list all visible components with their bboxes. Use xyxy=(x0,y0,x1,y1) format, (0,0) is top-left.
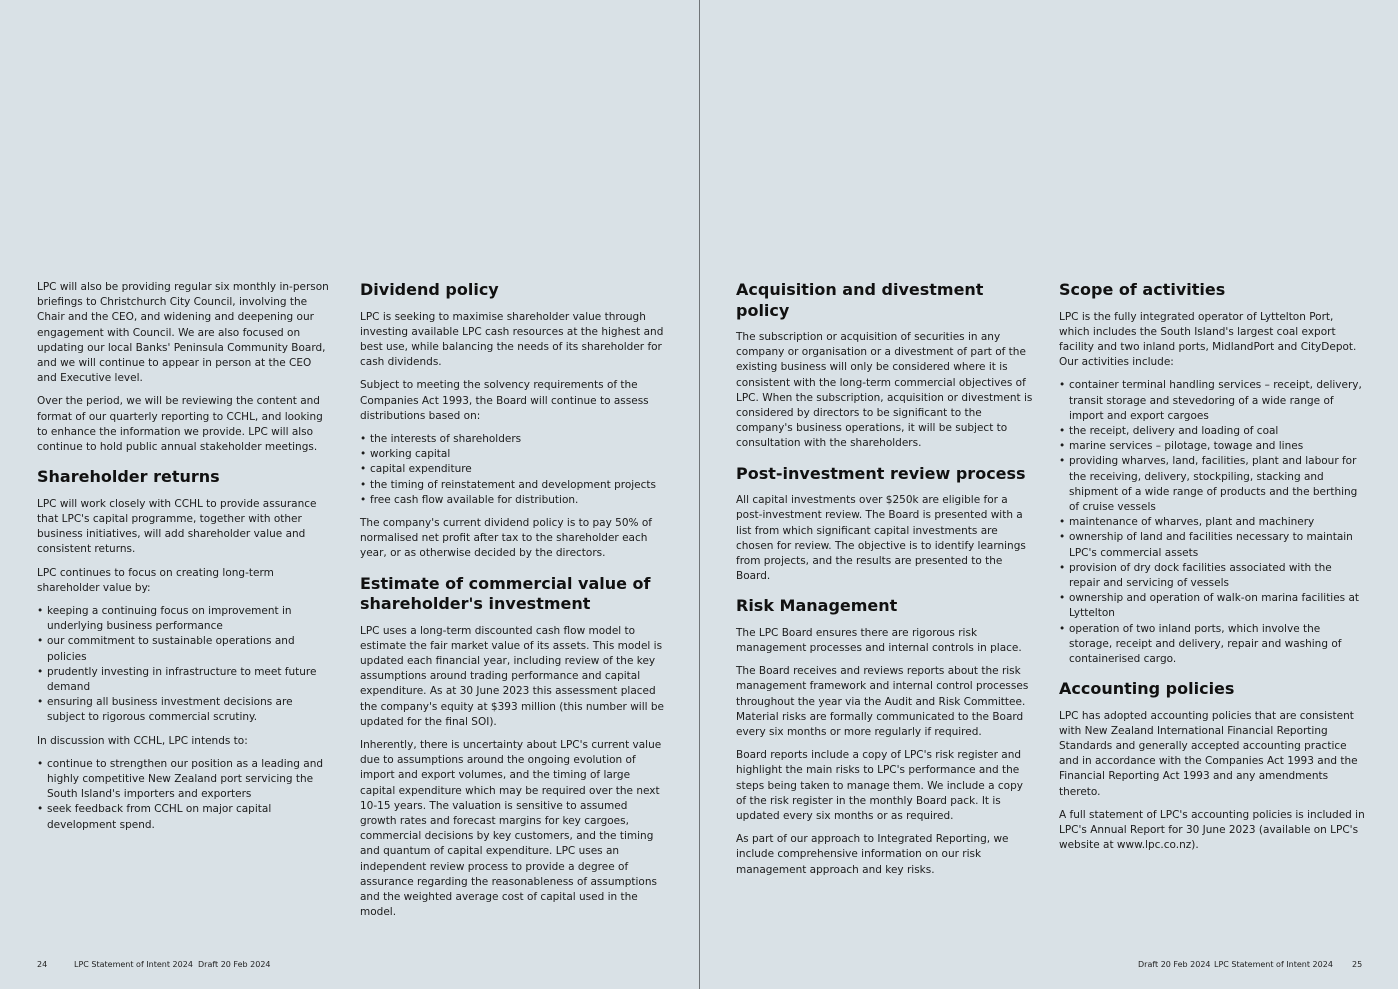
list-item: • working capital xyxy=(370,447,664,462)
list-item: • seek feedback from CCHL on major capital development spend. xyxy=(47,802,329,832)
list-item: • ownership of land and facilities necessary to maintain LPC's commercial assets xyxy=(1069,530,1365,560)
list-item: • operation of two inland ports, which involve the storage, receipt and delivery, repair and washing of containerised cargo. xyxy=(1069,622,1365,668)
list-item: • the timing of reinstatement and development projects xyxy=(370,478,664,493)
risk-management-heading: Risk Management xyxy=(736,596,898,616)
risk-paragraph: As part of our approach to Integrated Reporting, we include comprehensive information on our risk management approach and key risks. xyxy=(736,833,1009,876)
risk-paragraph: Board reports include a copy of LPC's risk register and highlight the main risks to LPC's performance and the steps being taken to manage them. We include a copy of the risk register in the monthly Board pack. It is updated every six months or as required. xyxy=(736,749,1023,823)
accounting-paragraph: A full statement of LPC's accounting policies is included in LPC's Annual Report for 30 June 2023 (available on LPC's website at www.lpc.co.nz). xyxy=(1059,808,1365,852)
commercial-value-heading: Estimate of commercial value of shareholder's investment xyxy=(360,573,651,614)
list-item: • maintenance of wharves, plant and machinery xyxy=(1069,515,1365,530)
footer-draft-label: Draft 20 Feb 2024 xyxy=(1138,960,1211,969)
list-item: • providing wharves, land, facilities, plant and labour for the receiving, delivery, stockpiling, stacking and shipment of a wide range of products and the berthing of cruise vessels xyxy=(1069,454,1365,515)
acquisition-policy-heading: Acquisition and divestment policy xyxy=(736,280,984,320)
dividend-paragraph: Subject to meeting the solvency requirements of the Companies Act 1993, the Board will continue to assess distributions based on: xyxy=(360,379,649,422)
footer-title: LPC Statement of Intent 2024 xyxy=(1214,960,1333,969)
lpc-intentions-list xyxy=(37,757,329,833)
shareholder-value-list xyxy=(37,604,329,726)
risk-paragraph: The Board receives and reviews reports about the risk management framework and internal control processes throughout the year via the Audit and Risk Committee. Material risks are formally communicated to the Board every six months or more regularly if required. xyxy=(736,665,1029,739)
distribution-criteria-list xyxy=(360,432,664,508)
dividend-paragraph: The company's current dividend policy is to pay 50% of normalised net profit after tax to the shareholder each year, or as otherwise decided by the directors. xyxy=(360,516,652,560)
list-item: • continue to strengthen our position as a leading and highly competitive New Zealand port servicing the South Island's importers and exporters xyxy=(47,757,329,803)
list-item: • prudently investing in infrastructure to meet future demand xyxy=(47,665,329,695)
list-item: • the interests of shareholders xyxy=(370,432,664,447)
list-item: • free cash flow available for distribution. xyxy=(370,493,664,508)
footer-title: LPC Statement of Intent 2024 xyxy=(74,960,193,969)
intro-paragraph: Over the period, we will be reviewing the content and format of our quarterly reporting to CCHL, and looking to enhance the information we provide. LPC will also continue to hold public annual stakeholder meetings. xyxy=(37,395,323,454)
scope-paragraph: LPC is the fully integrated operator of Lyttelton Port, which includes the South Island's largest coal export facility and two inland ports, MidlandPort and CityDepot. Our activities include: xyxy=(1059,310,1357,369)
dividend-policy-heading: Dividend policy xyxy=(360,280,499,299)
acquisition-paragraph: The subscription or acquisition of securities in any company or organisation or a divestment of part of the existing business will only be considered where it is consistent with the long-term commercial objectives of LPC. When the subscription, acquisition or divestment is considered by directors to be significant to the company's business operations, it will be subject to consultation with the shareholders. xyxy=(736,331,1033,450)
list-item: • marine services – pilotage, towage and lines xyxy=(1069,439,1365,454)
page-number: 24 xyxy=(37,960,48,969)
right-column-2 xyxy=(1059,280,1365,862)
left-column-2 xyxy=(360,280,664,928)
shareholder-returns-paragraph: LPC continues to focus on creating long-term shareholder value by: xyxy=(37,566,274,594)
list-item: • capital expenditure xyxy=(370,462,664,477)
dividend-paragraph: LPC is seeking to maximise shareholder value through investing available LPC cash resources at the highest and best use, while balancing the needs of its shareholder for cash dividends. xyxy=(360,310,664,369)
list-item: • our commitment to sustainable operations and policies xyxy=(47,634,329,664)
list-item: • provision of dry dock facilities associated with the repair and servicing of vessels xyxy=(1069,561,1365,591)
list-item: • the receipt, delivery and loading of coal xyxy=(1069,424,1365,439)
list-item: • ownership and operation of walk-on marina facilities at Lyttelton xyxy=(1069,591,1365,621)
list-item: • keeping a continuing focus on improvement in underlying business performance xyxy=(47,604,329,634)
post-investment-paragraph: All capital investments over $250k are eligible for a post-investment review. The Board is presented with a list from which significant capital investments are chosen for review. The objective is to identify learnings from projects, and the results are presented to the Board. xyxy=(736,494,1026,583)
shareholder-returns-paragraph: In discussion with CCHL, LPC intends to: xyxy=(37,734,248,747)
activities-list xyxy=(1059,378,1365,667)
page-gutter-divider xyxy=(699,0,700,989)
risk-paragraph: The LPC Board ensures there are rigorous risk management processes and internal controls in place. xyxy=(736,626,1022,655)
left-column-1 xyxy=(37,280,329,841)
accounting-paragraph: LPC has adopted accounting policies that are consistent with New Zealand International Financial Reporting Standards and generally accepted accounting practice and in accordance with the Companies Act 1993 and the Financial Reporting Act 1993 and any amendments thereto. xyxy=(1059,709,1358,798)
accounting-policies-heading: Accounting policies xyxy=(1059,679,1235,699)
list-item: • ensuring all business investment decisions are subject to rigorous commercial scrutiny. xyxy=(47,695,329,725)
right-column-1 xyxy=(736,280,1034,886)
shareholder-returns-heading: Shareholder returns xyxy=(37,467,220,487)
scope-of-activities-heading: Scope of activities xyxy=(1059,280,1226,299)
post-investment-heading: Post-investment review process xyxy=(736,463,1026,483)
commercial-value-paragraph: LPC uses a long-term discounted cash flow model to estimate the fair market value of its assets. This model is updated each financial year, including review of the key assumptions around trading performance and capital expenditure. As at 30 June 2023 this assessment placed the company's equity at $393 million (this number will be updated for the final SOI). xyxy=(360,624,664,728)
commercial-value-paragraph: Inherently, there is uncertainty about LPC's current value due to assumptions around the ongoing evolution of import and export volumes, and the timing of large capital expenditure which may be required over the next 10-15 years. The valuation is sensitive to assumed growth rates and forecast margins for key cargoes, commercial decisions by key customers, and the timing and quantum of capital expenditure. LPC uses an independent review process to provide a degree of assurance regarding the reasonableness of assumptions and the weighted average cost of capital used in the model. xyxy=(360,738,662,919)
shareholder-returns-paragraph: LPC will work closely with CCHL to provide assurance that LPC's capital programme, together with other business initiatives, will add shareholder value and consistent returns. xyxy=(37,497,317,556)
intro-paragraph: LPC will also be providing regular six monthly in-person briefings to Christchurch City Council, involving the Chair and the CEO, and widening and deepening our engagement with Council. We are also focused on updating our local Banks' Peninsula Community Board, and we will continue to appear in person at the CEO and Executive level. xyxy=(37,281,329,385)
footer-draft-label: Draft 20 Feb 2024 xyxy=(198,960,271,969)
list-item: • container terminal handling services – receipt, delivery, transit storage and stevedoring of a wide range of import and export cargoes xyxy=(1069,378,1365,424)
page-number: 25 xyxy=(1352,960,1363,969)
